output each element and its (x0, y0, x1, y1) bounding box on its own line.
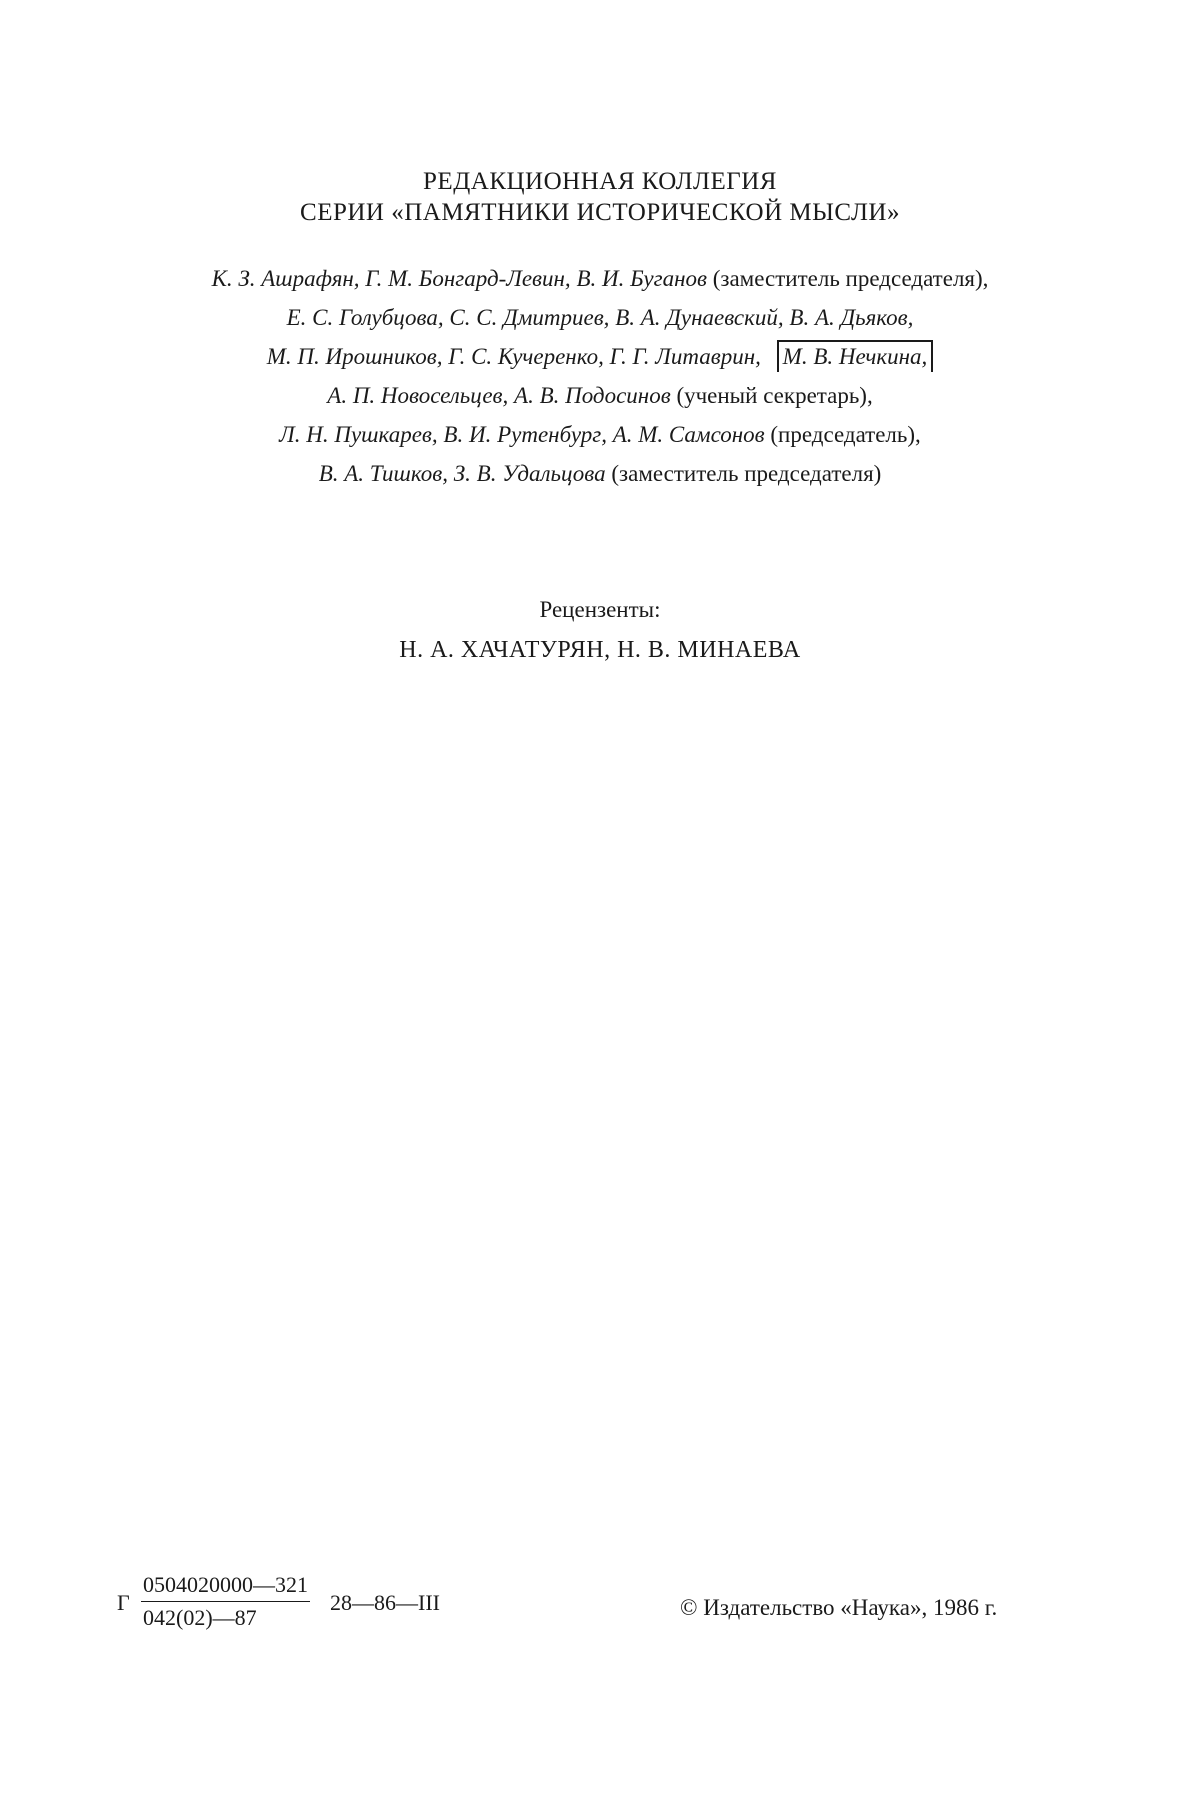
member-role: (заместитель председателя) (611, 461, 882, 486)
member-name: Г. М. Бонгард-Левин, (365, 266, 571, 291)
memorial-frame-name: М. В. Нечкина, (777, 340, 934, 372)
reviewers-label: Рецензенты: (539, 597, 661, 622)
member-name: А. В. Подосинов (514, 383, 671, 408)
editorial-board-members (0, 259, 1200, 493)
members-line-3 (0, 337, 1200, 376)
members-line-2 (0, 298, 1200, 337)
member-name: В. А. Дунаевский, (615, 305, 784, 330)
imprint-letter: Г (117, 1590, 130, 1615)
member-name: А. П. Новосельцев, (327, 383, 509, 408)
member-name: К. З. Ашрафян, (211, 266, 360, 291)
reviewers-block (0, 590, 1200, 670)
member-name: Л. Н. Пушкарев, (279, 422, 438, 447)
copyright-icon: © (680, 1595, 698, 1620)
member-name: В. И. Рутенбург, (443, 422, 607, 447)
members-line-1 (0, 259, 1200, 298)
imprint-fraction (141, 1572, 310, 1631)
members-line-5 (0, 415, 1200, 454)
member-role: (заместитель председателя), (712, 266, 989, 291)
members-line-6 (0, 454, 1200, 493)
member-name: В. А. Дьяков, (789, 305, 914, 330)
member-name: М. П. Ирошников, (266, 344, 443, 369)
copyright-text: Издательство «Наука», 1986 г. (703, 1595, 998, 1620)
member-role: (ученый секретарь), (676, 383, 873, 408)
reviewers-names: Н. А. ХАЧАТУРЯН, Н. В. МИНАЕВА (399, 637, 801, 663)
member-role: (председатель), (770, 422, 921, 447)
heading-line-2: СЕРИИ «ПАМЯТНИКИ ИСТОРИЧЕСКОЙ МЫСЛИ» (300, 199, 900, 226)
imprint-denominator: 042(02)—87 (143, 1605, 257, 1630)
copyright-notice (680, 1595, 997, 1621)
member-name: Г. С. Кучеренко, (448, 344, 604, 369)
member-name: В. А. Тишков, (318, 461, 449, 486)
imprint-numerator: 0504020000—321 (141, 1572, 310, 1602)
members-line-4 (0, 376, 1200, 415)
catalog-imprint (117, 1572, 517, 1642)
member-name: Е. С. Голубцова, (286, 305, 444, 330)
member-name: А. М. Самсонов (612, 422, 765, 447)
member-name: С. С. Дмитриев, (449, 305, 610, 330)
member-name: З. В. Удальцова (453, 461, 606, 486)
member-name: Г. Г. Литаврин, (609, 344, 761, 369)
imprint-code: 28—86—III (330, 1590, 440, 1615)
heading-line-1: РЕДАКЦИОННАЯ КОЛЛЕГИЯ (423, 168, 777, 195)
editorial-board-heading (0, 166, 1200, 228)
member-name: В. И. Буганов (576, 266, 707, 291)
